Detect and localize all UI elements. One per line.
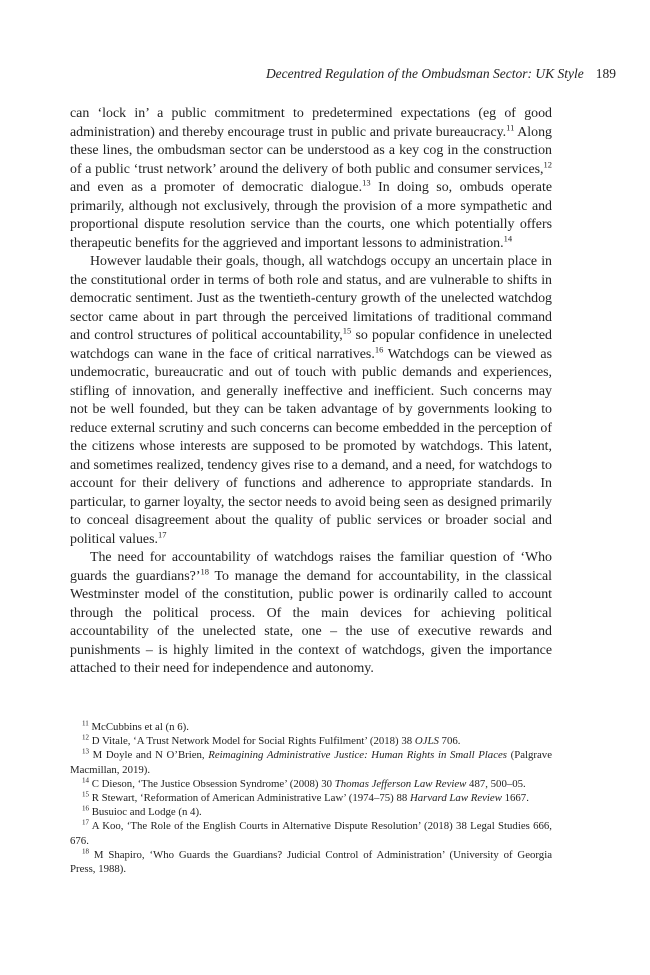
footnote-ref[interactable]: 14 [503, 232, 513, 243]
running-head [70, 66, 616, 82]
text-run: In doing so, ombuds operate primarily, although not exclusively, through the provision of a more sympathetic and proportional dispute resolution service than the courts, one which potentially offers therapeutic benefits for the aggrieved and important lessons to administration. [70, 180, 552, 251]
footnote-ref[interactable]: 17 [157, 528, 167, 539]
footnote-italic: Reimagining Administrative Justice: Human Rights in Small Places [208, 749, 507, 762]
running-title: Decentred Regulation of the Ombudsman Sector: UK Style [265, 66, 584, 81]
footnote-number: 12 [82, 733, 89, 742]
footnote-ref[interactable]: 11 [506, 121, 515, 132]
footnote-ref[interactable]: 13 [362, 177, 371, 188]
footnote-text: 1667. [501, 792, 529, 805]
footnote-text: R Stewart, ‘Reformation of American Administrative Law’ (1974–75) 88 [91, 792, 410, 805]
footnote [70, 791, 552, 805]
footnotes [70, 720, 552, 876]
footnote-number: 18 [82, 847, 89, 856]
text-run: and even as a promoter of democratic dialogue. [70, 180, 363, 195]
text-run: The need for accountability of watchdogs raises the familiar question of ‘Who guards the guardians?’ [70, 550, 552, 584]
footnote-text: (Palgrave Macmillan, 2019). [70, 749, 552, 776]
footnote-text: 706. [438, 735, 461, 748]
footnote [70, 848, 552, 876]
footnote [70, 819, 552, 847]
footnote-text: Busuioc and Lodge (n 4). [91, 806, 202, 819]
footnote-italic: Thomas Jefferson Law Review [334, 777, 467, 790]
footnote-text: McCubbins et al (n 6). [91, 721, 189, 733]
footnote-text: D Vitale, ‘A Trust Network Model for Social Rights Fulfilment’ (2018) 38 [91, 735, 415, 748]
footnote-text: M Shapiro, ‘Who Guards the Guardians? Judicial Control of Administration’ (University of Georgia Press, 1988). [70, 848, 552, 876]
text-run: Along these lines, the ombudsman sector can be understood as a key cog in the construction of a public ‘trust network’ around the delivery of both public and consumer services, [70, 124, 552, 177]
footnote [70, 748, 552, 776]
text-run: so popular confidence in unelected watchdogs can wane in the face of critical narratives. [70, 328, 552, 362]
footnote-ref[interactable]: 15 [342, 325, 352, 336]
footnote-italic: Harvard Law Review [409, 792, 502, 805]
footnote-number: 13 [82, 747, 89, 756]
footnote-ref[interactable]: 18 [200, 565, 209, 576]
footnote-number: 17 [82, 818, 89, 827]
footnote-number: 14 [82, 776, 89, 785]
paragraph-2 [70, 253, 552, 549]
footnote [70, 805, 552, 819]
footnote-number: 11 [82, 719, 89, 728]
footnote-text: C Dieson, ‘The Justice Obsession Syndrome’ (2008) 30 [91, 777, 335, 790]
footnote-ref[interactable]: 12 [543, 158, 552, 169]
footnote-text: M Doyle and N O’Brien, [92, 749, 209, 762]
text-run: However laudable their goals, though, all watchdogs occupy an uncertain place in the constitutional order in terms of both role and status, and are vulnerable to shifts in democratic sentiment. Just as the twentieth-century growth of the unelected watchdog sector came about in part through the perceived limitations of traditional command and control structures of political accountability, [70, 254, 552, 343]
text-run: To manage the demand for accountability, in the classical Westminster model of the constitution, public power is ordinarily called to account through the political process. Of the main devices for achieving political accountability of the unelected state, one – the use of executive rewards and punishments – is highly limited in the context of watchdogs, given the importance attached to their need for independence and autonomy. [70, 568, 552, 676]
text-run: can ‘lock in’ a public commitment to predetermined expectations (eg of good administration) and thereby encourage trust in public and private bureaucracy. [70, 106, 552, 140]
footnote-number: 15 [82, 790, 89, 799]
footnote [70, 777, 552, 791]
paragraph-1 [70, 105, 552, 253]
footnote [70, 734, 552, 748]
page-number: 189 [595, 66, 616, 81]
footnote-text: 487, 500–05. [466, 777, 526, 790]
body-text [70, 105, 552, 679]
footnote-number: 16 [82, 804, 89, 813]
footnote-italic: OJLS [414, 735, 439, 748]
footnote-ref[interactable]: 16 [374, 343, 384, 354]
paragraph-3 [70, 549, 552, 679]
footnote [70, 720, 552, 734]
text-run: Watchdogs can be viewed as undemocratic, bureaucratic and out of touch with public demands and experiences, stifling of innovation, and generally ineffective and inefficient. Such concerns may not be well founded, but they can be taken advantage of by governments looking to reduce external scrutiny and such concerns can become embedded in the perception of the citizens whose interests are supposed to be promoted by watchdogs. This latent, and sometimes realized, tendency gives rise to a demand, and a need, for watchdogs to account for their delivery of functions and adherence to appropriate standards. In particular, to garner loyalty, the sector needs to avoid being seen as designed primarily to conceal disagreement about the quality of public services or broader social and political values. [70, 346, 552, 547]
footnote-text: A Koo, ‘The Role of the English Courts in Alternative Dispute Resolution’ (2018) 38 Legal Studies 666, 676. [70, 820, 552, 847]
